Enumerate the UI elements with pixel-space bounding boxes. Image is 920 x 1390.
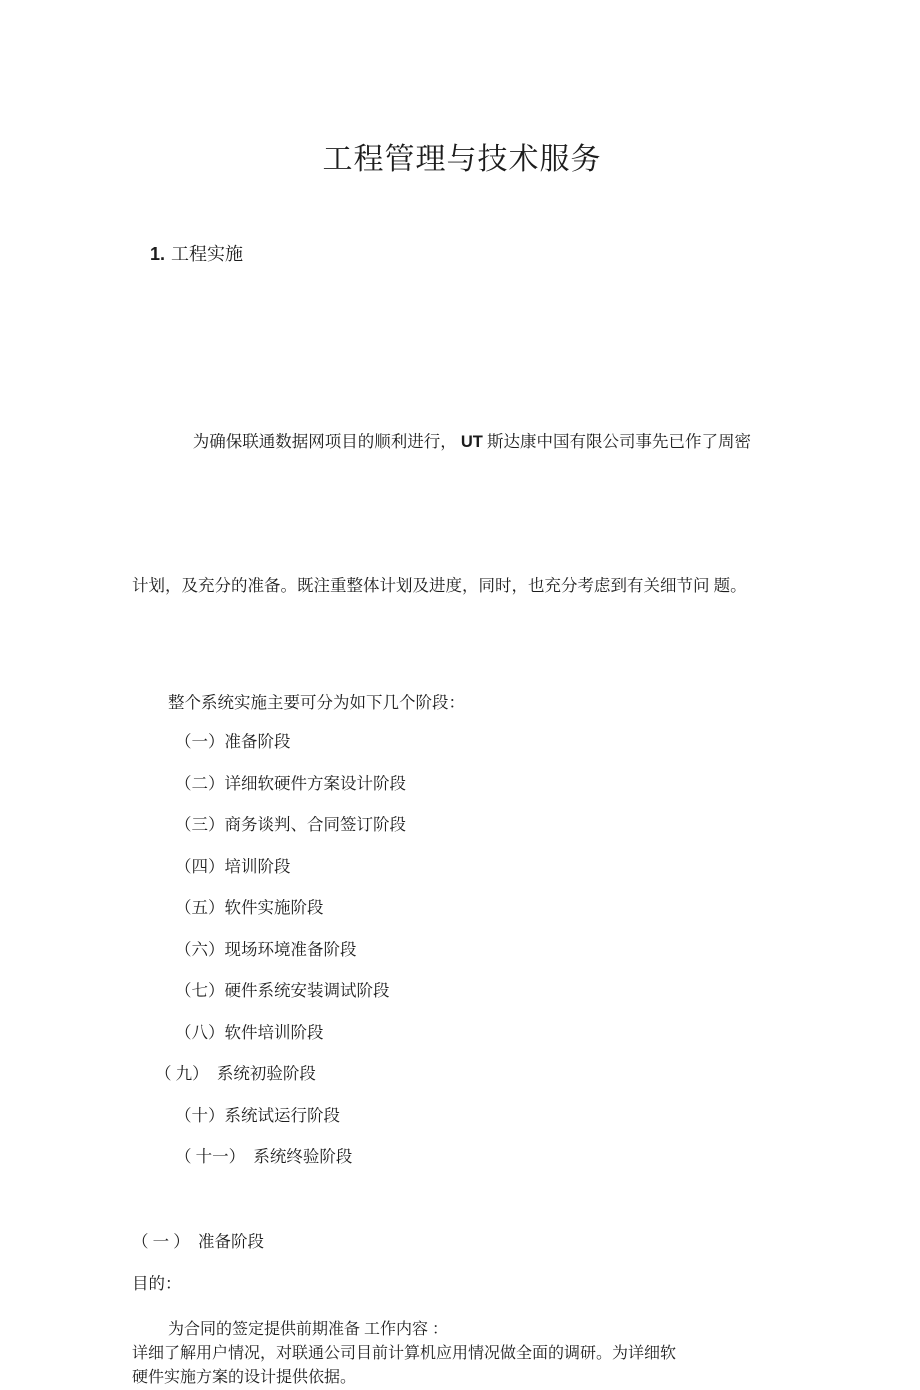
intro-line-1-pre: 为确保联通数据网项目的顺利进行， (192, 432, 461, 452)
section-heading-text: 工程实施 (171, 244, 244, 265)
phase-item: （ 九） 系统初验阶段 (155, 1064, 316, 1084)
intro-line-1 (132, 388, 792, 496)
phase-item: （五）软件实施阶段 (175, 898, 324, 918)
work-line-1: 为合同的签定提供前期准备 工作内容 ： (168, 1320, 449, 1338)
work-line-2: 详细了解用户情况，对联通公司目前计算机应用情况做全面的调研。为详细软 (132, 1344, 677, 1362)
section-heading (132, 218, 792, 290)
intro-line-1-post: 斯达康中国有限公司事先已作了周密 (482, 432, 751, 452)
intro-paragraph (132, 316, 792, 676)
phase-list (132, 721, 792, 1178)
document-title: 工程管理与技术服务 (322, 143, 602, 177)
section-heading-number: 1. (150, 244, 166, 265)
phase-item: （六）现场环境准备阶段 (175, 939, 357, 959)
phase-item: （七）硬件系统安装调试阶段 (175, 981, 390, 1001)
purpose-label: 目的： (132, 1273, 182, 1293)
phase-item: （十）系统试运行阶段 (175, 1105, 340, 1125)
phase-item: （ 十一） 系统终验阶段 (175, 1147, 353, 1167)
brand-name: UT (460, 433, 483, 452)
phase-item: （二）详细软硬件方案设计阶段 (175, 773, 406, 793)
work-line-3: 硬件实施方案的设计提供依据。 (132, 1368, 357, 1386)
phase-item: （三）商务谈判、合同签订阶段 (175, 815, 406, 835)
phases-lead: 整个系统实施主要可分为如下几个阶段： (168, 693, 465, 713)
work-content-paragraph (132, 1318, 792, 1390)
subsection-heading: （ 一 ） 准备阶段 (132, 1231, 264, 1251)
document-body (132, 0, 792, 1390)
intro-line-2: 计划，及充分的准备。既注重整体计划及进度，同时，也充分考虑到有关细节问 题。 (132, 576, 747, 596)
phase-item: （一）准备阶段 (175, 732, 291, 752)
phase-item: （四）培训阶段 (175, 856, 291, 876)
phase-item: （八）软件培训阶段 (175, 1022, 324, 1042)
